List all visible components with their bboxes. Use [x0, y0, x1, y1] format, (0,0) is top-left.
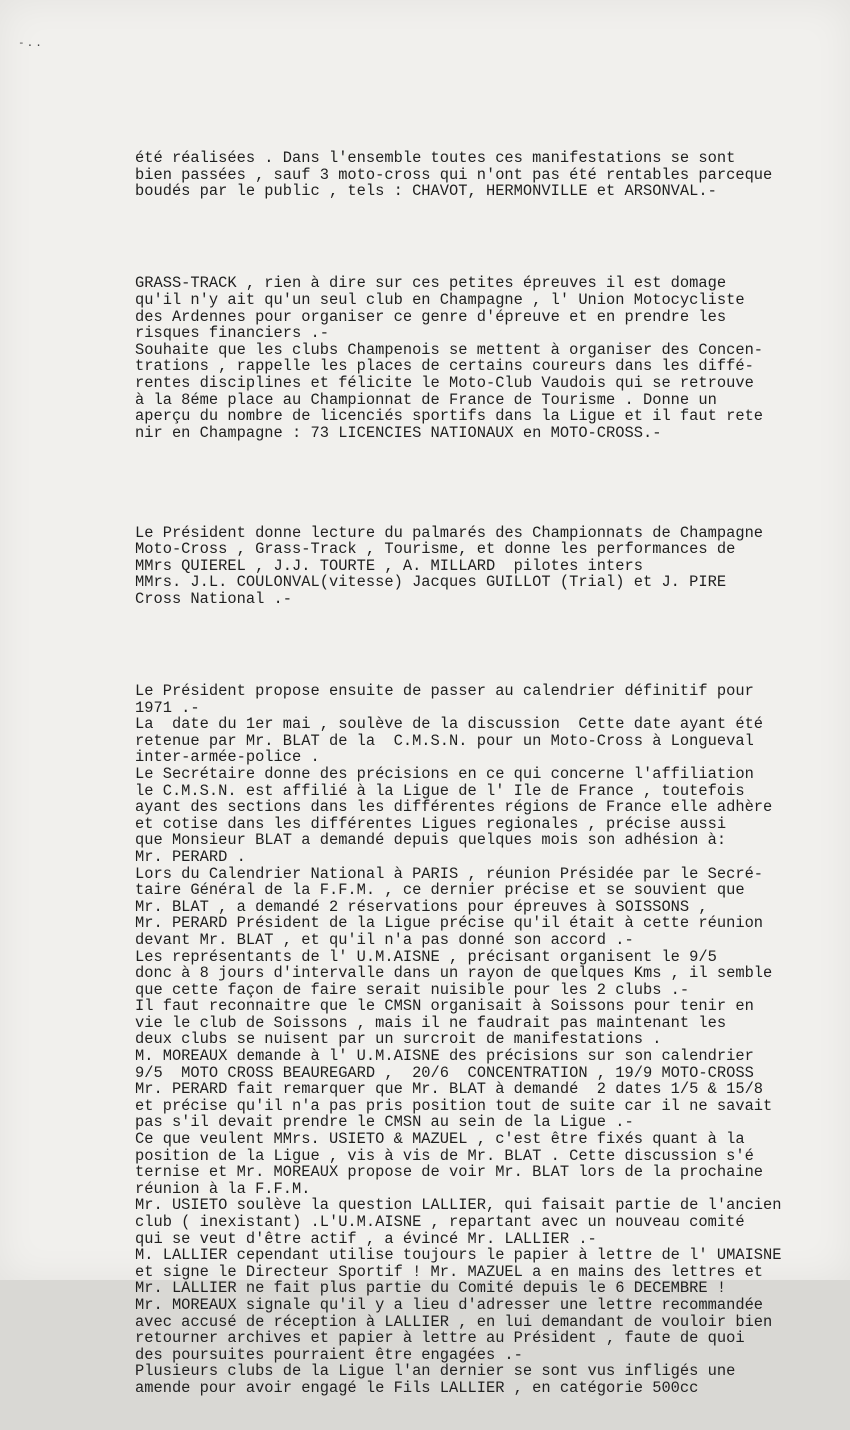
typed-text-body [135, 117, 835, 1430]
text-line: avec accusé de réception à LALLIER , en lui demandant de vouloir bien [135, 1312, 773, 1331]
text-line: Lors du Calendrier National à PARIS , réunion Présidée par le Secré- [135, 864, 764, 883]
text-line: Mr. LALLIER ne fait plus partie du Comité depuis le 6 DECEMBRE ! [135, 1279, 727, 1298]
text-line: trations , rappelle les places de certains coureurs dans les diffé- [135, 357, 754, 376]
text-line: été réalisées . Dans l'ensemble toutes ces manifestations se sont [135, 149, 736, 168]
text-line: qu'il n'y ait qu'un seul club en Champagne , l' Union Motocycliste [135, 290, 745, 309]
text-line: MMrs. J.L. COULONVAL(vitesse) Jacques GUILLOT (Trial) et J. PIRE [135, 573, 727, 592]
text-line: et précise qu'il n'a pas pris position tout de suite car il ne savait [135, 1096, 773, 1115]
text-line: amende pour avoir engagé le Fils LALLIER , en catégorie 500cc [135, 1378, 699, 1397]
text-line: Mr. PERARD Président de la Ligue précise qu'il était à cette réunion [135, 914, 764, 933]
text-line: Moto-Cross , Grass-Track , Tourisme, et donne les performances de [135, 540, 736, 559]
text-line: deux clubs se nuisent par un surcroit de manifestations . [135, 1030, 662, 1049]
paragraph-4 [135, 683, 835, 1397]
text-line: des poursuites pourraient être engagées .- [135, 1345, 523, 1364]
text-line: Le Président donne lecture du palmarés des Championnats de Champagne [135, 523, 764, 542]
text-line: inter-armée-police . [135, 748, 320, 767]
text-line: ternise et Mr. MOREAUX propose de voir Mr. BLAT lors de la prochaine [135, 1163, 764, 1182]
text-line: MMrs QUIEREL , J.J. TOURTE , A. MILLARD pilotes inters [135, 556, 643, 575]
text-line: M. LALLIER cependant utilise toujours le papier à lettre de l' UMAISNE [135, 1246, 782, 1265]
text-line: boudés par le public , tels : CHAVOT, HERMONVILLE et ARSONVAL.- [135, 182, 717, 201]
text-line: Le Président propose ensuite de passer au calendrier définitif pour [135, 682, 754, 700]
corner-mark: -.. [18, 36, 44, 49]
text-line: pas s'il devait prendre le CMSN au sein de la Ligue .- [135, 1113, 634, 1132]
text-line: Il faut reconnaitre que le CMSN organisait à Soissons pour tenir en [135, 997, 754, 1016]
text-line: et cotise dans les différentes Ligues regionales , précise aussi [135, 814, 727, 833]
text-line: devant Mr. BLAT , et qu'il n'a pas donné son accord .- [135, 930, 634, 949]
text-line: retenue par Mr. BLAT de la C.M.S.N. pour un Moto-Cross à Longueval [135, 731, 754, 750]
text-line: La date du 1er mai , soulève de la discussion Cette date ayant été [135, 715, 764, 734]
text-line: Mr. PERARD . [135, 847, 246, 866]
text-line: Mr. MOREAUX signale qu'il y a lieu d'adresser une lettre recommandée [135, 1295, 764, 1314]
text-line: que Monsieur BLAT a demandé depuis quelques mois son adhésion à: [135, 831, 727, 850]
text-line: Ce que veulent MMrs. USIETO & MAZUEL , c'est être fixés quant à la [135, 1130, 745, 1149]
text-line: que cette façon de faire serait nuisible pour les 2 clubs .- [135, 980, 690, 999]
text-line: M. MOREAUX demande à l' U.M.AISNE des précisions sur son calendrier [135, 1047, 754, 1066]
text-line: aperçu du nombre de licenciés sportifs dans la Ligue et il faut rete [135, 407, 764, 426]
text-line: risques financiers .- [135, 324, 329, 343]
text-line: à la 8éme place au Championnat de France de Tourisme . Donne un [135, 390, 717, 409]
text-line: Cross National .- [135, 590, 293, 609]
text-line: réunion à la F.F.M. [135, 1179, 311, 1198]
text-line: taire Général de la F.F.M. , ce dernier précise et se souvient que [135, 881, 745, 900]
text-line: des Ardennes pour organiser ce genre d'épreuve et en prendre les [135, 307, 727, 326]
text-line: bien passées , sauf 3 moto-cross qui n'ont pas été rentables parceque [135, 165, 773, 184]
text-line: Mr. PERARD fait remarquer que Mr. BLAT à demandé 2 dates 1/5 & 15/8 [135, 1080, 764, 1099]
text-line: Le Secrétaire donne des précisions en ce qui concerne l'affiliation [135, 764, 754, 783]
text-line: club ( inexistant) .L'U.M.AISNE , repartant avec un nouveau comité [135, 1213, 745, 1231]
text-line: Plusieurs clubs de la Ligue l'an dernier se sont vus infligés une [135, 1362, 736, 1381]
text-line: et signe le Directeur Sportif ! Mr. MAZUEL a en mains des lettres et [135, 1262, 764, 1281]
paragraph-1 [135, 150, 835, 200]
text-line: Souhaite que les clubs Champenois se mettent à organiser des Concen- [135, 340, 764, 359]
text-line: Mr. USIETO soulève la question LALLIER, qui faisait partie de l'ancien [135, 1196, 782, 1215]
paragraph-2 [135, 275, 835, 441]
text-line: GRASS-TRACK , rien à dire sur ces petites épreuves il est domage [135, 274, 727, 293]
text-line: 1971 .- [135, 698, 200, 717]
text-line: rentes disciplines et félicite le Moto-Club Vaudois qui se retrouve [135, 373, 754, 392]
text-line: le C.M.S.N. est affilié à la Ligue de l' Ile de France , toutefois [135, 781, 745, 800]
text-line: retourner archives et papier à lettre au Président , faute de quoi [135, 1329, 745, 1348]
text-line: 9/5 MOTO CROSS BEAUREGARD , 20/6 CONCENTRATION , 19/9 MOTO-CROSS [135, 1063, 754, 1082]
text-line: qui se veut d'être actif , a évincé Mr. LALLIER .- [135, 1229, 597, 1248]
text-line: Mr. BLAT , a demandé 2 réservations pour épreuves à SOISSONS , [135, 897, 708, 916]
paragraph-3 [135, 525, 835, 608]
text-line: Les représentants de l' U.M.AISNE , précisant organisent le 9/5 [135, 947, 717, 966]
text-line: nir en Champagne : 73 LICENCIES NATIONAUX en MOTO-CROSS.- [135, 423, 662, 442]
text-line: position de la Ligue , vis à vis de Mr. BLAT . Cette discussion s'é [135, 1146, 754, 1165]
text-line: donc à 8 jours d'intervalle dans un rayon de quelques Kms , il semble [135, 964, 773, 983]
text-line: ayant des sections dans les différentes régions de France elle adhère [135, 798, 773, 817]
text-line: vie le club de Soissons , mais il ne faudrait pas maintenant les [135, 1013, 727, 1032]
